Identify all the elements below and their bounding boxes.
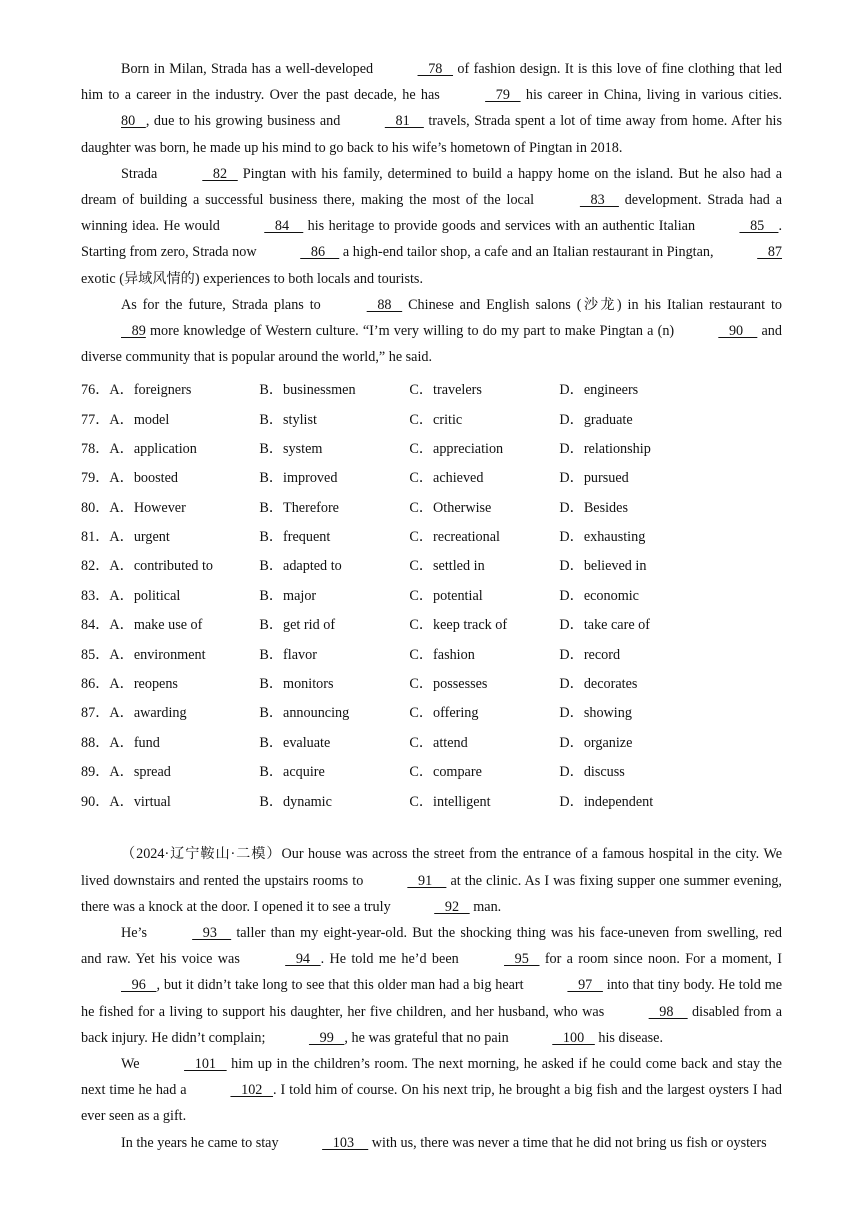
option-d[interactable]: D．graduate	[559, 411, 633, 428]
option-c[interactable]: C．settled in	[409, 558, 485, 575]
blank-84[interactable]: 84	[264, 218, 304, 235]
question-row	[81, 668, 782, 697]
question-row	[81, 404, 782, 433]
blank-96[interactable]: 96	[121, 977, 157, 994]
option-c[interactable]: C．possesses	[409, 676, 488, 693]
option-a[interactable]: A．reopens	[109, 676, 178, 693]
option-c[interactable]: C．appreciation	[409, 440, 504, 457]
option-b[interactable]: B．frequent	[259, 529, 331, 546]
question-row	[81, 521, 782, 550]
section-spacer	[81, 815, 782, 841]
blank-86[interactable]: 86	[300, 244, 340, 261]
blank-81[interactable]: 81	[384, 113, 424, 130]
blank-90[interactable]: 90	[718, 323, 758, 340]
option-b[interactable]: B．flavor	[259, 646, 317, 663]
option-a[interactable]: A．contributed to	[109, 558, 214, 575]
blank-87[interactable]: 87	[757, 244, 783, 261]
option-c[interactable]: C．fashion	[409, 646, 475, 663]
option-d[interactable]: D．discuss	[559, 764, 625, 781]
option-a[interactable]: A．urgent	[109, 529, 170, 546]
blank-101[interactable]: 101	[184, 1055, 227, 1072]
blank-89[interactable]: 89	[121, 323, 146, 340]
question-row	[81, 433, 782, 462]
question-number: 82．	[81, 558, 110, 575]
blank-80[interactable]: 80	[121, 113, 146, 130]
option-b[interactable]: B．improved	[259, 470, 338, 487]
question-number: 85．	[81, 646, 110, 663]
option-b[interactable]: B．adapted to	[259, 558, 342, 575]
option-b[interactable]: B．get rid of	[259, 617, 336, 634]
question-number: 86．	[81, 676, 110, 693]
question-number: 77．	[81, 411, 110, 428]
option-d[interactable]: D．record	[559, 646, 621, 663]
question-number: 90．	[81, 793, 110, 810]
option-d[interactable]: D．showing	[559, 705, 632, 722]
document-page	[81, 56, 782, 1156]
blank-78[interactable]: 78	[417, 61, 454, 77]
option-d[interactable]: D．take care of	[559, 617, 650, 634]
option-c[interactable]: C．compare	[409, 764, 482, 781]
option-c[interactable]: C．potential	[409, 587, 483, 604]
option-d[interactable]: D．independent	[559, 793, 654, 810]
question-number: 88．	[81, 734, 110, 751]
passage2-paragraph-4: In the years he came to stay 103 with us, there was never a time that he did not bring us fish or oysters	[81, 1130, 782, 1156]
option-a[interactable]: A．spread	[109, 764, 171, 781]
blank-88[interactable]: 88	[366, 296, 403, 313]
passage1-paragraph-3: As for the future, Strada plans to 88 Chinese and English salons (沙龙) in his Italian restaurant to 89 more knowledge of Western culture. “I’m very willing to do my part to make Pingtan a (n) 90 and diverse community that is popular around the world,” he said.	[81, 292, 782, 371]
option-c[interactable]: C．keep track of	[409, 617, 508, 634]
blank-82[interactable]: 82	[202, 165, 238, 182]
option-c[interactable]: C．Otherwise	[409, 499, 492, 516]
blank-91[interactable]: 91	[407, 872, 447, 889]
question-row	[81, 463, 782, 492]
question-row	[81, 639, 782, 668]
option-a[interactable]: A．application	[109, 440, 197, 457]
question-number: 84．	[81, 617, 110, 634]
option-c[interactable]: C．achieved	[409, 470, 484, 487]
blank-83[interactable]: 83	[579, 192, 619, 209]
blank-97[interactable]: 97	[567, 977, 603, 994]
option-d[interactable]: D．Besides	[559, 499, 628, 516]
option-b[interactable]: B．dynamic	[259, 793, 332, 810]
blank-93[interactable]: 93	[192, 924, 232, 941]
option-b[interactable]: B．monitors	[259, 676, 334, 693]
option-b[interactable]: B．Therefore	[259, 499, 339, 516]
question-row	[81, 727, 782, 756]
question-row	[81, 786, 782, 815]
option-d[interactable]: D．economic	[559, 587, 639, 604]
option-b[interactable]: B．system	[259, 440, 323, 457]
blank-99[interactable]: 99	[308, 1029, 345, 1046]
option-d[interactable]: D．organize	[559, 734, 633, 751]
question-row	[81, 551, 782, 580]
option-b[interactable]: B．evaluate	[259, 734, 331, 751]
question-row	[81, 374, 782, 403]
option-a[interactable]: A．foreigners	[109, 382, 192, 399]
blank-100[interactable]: 100	[552, 1029, 595, 1046]
question-list	[81, 374, 782, 815]
blank-102[interactable]: 102	[230, 1082, 274, 1099]
blank-95[interactable]: 95	[504, 951, 540, 968]
blank-92[interactable]: 92	[434, 898, 470, 915]
question-number: 89．	[81, 764, 110, 781]
passage2-paragraph-1: （2024·辽宁鞍山·二模）Our house was across the street from the entrance of a famous hospital in the city. We lived downstairs and rented the upstairs rooms to 91 at the clinic. As I was fixing supper one summer evening, there was a knock at the door. I opened it to see a truly 92 man.	[81, 841, 782, 920]
option-d[interactable]: D．believed in	[559, 558, 647, 575]
option-b[interactable]: B．announcing	[259, 705, 350, 722]
question-number: 76．	[81, 382, 110, 399]
option-c[interactable]: C．travelers	[409, 382, 482, 399]
option-c[interactable]: C．attend	[409, 734, 468, 751]
option-c[interactable]: C．intelligent	[409, 793, 491, 810]
option-b[interactable]: B．acquire	[259, 764, 325, 781]
option-c[interactable]: C．critic	[409, 411, 463, 428]
passage2-paragraph-2: He’s 93 taller than my eight-year-old. But the shocking thing was his face-uneven from swelling, red and raw. Yet his voice was 94 . He told me he’d been 95 for a room since noon. For a moment, I 96 , but it didn’t take long to see that this older man had a big heart 97 into that tiny body. He told me he fished for a living to support his daughter, her five children, and her husband, who was 98 disabled from a back injury. He didn’t complain; 99 , he was grateful that no pain 100 his disease.	[81, 920, 782, 1051]
option-a[interactable]: A．make use of	[109, 617, 203, 634]
option-d[interactable]: D．exhausting	[559, 529, 646, 546]
option-c[interactable]: C．offering	[409, 705, 479, 722]
option-a[interactable]: A．environment	[109, 646, 206, 663]
option-d[interactable]: D．relationship	[559, 440, 651, 457]
blank-98[interactable]: 98	[648, 1003, 688, 1020]
passage2-paragraph-3: We 101 him up in the children’s room. The next morning, he asked if he could come back and stay the next time he had a 102 . I told him of course. On his next trip, he brought a big fish and the largest oysters I had ever seen as a gift.	[81, 1051, 782, 1130]
question-row	[81, 492, 782, 521]
question-row	[81, 610, 782, 639]
option-a[interactable]: A．awarding	[109, 705, 187, 722]
blank-79[interactable]: 79	[485, 87, 521, 104]
option-a[interactable]: A．virtual	[109, 793, 171, 810]
option-b[interactable]: B．stylist	[259, 411, 317, 428]
question-number: 80．	[81, 499, 110, 516]
blank-94[interactable]: 94	[285, 951, 321, 968]
question-number: 78．	[81, 440, 110, 457]
option-d[interactable]: D．decorates	[559, 676, 638, 693]
question-row	[81, 757, 782, 786]
option-a[interactable]: A．fund	[109, 734, 160, 751]
option-d[interactable]: D．pursued	[559, 470, 629, 487]
option-b[interactable]: B．businessmen	[259, 382, 356, 399]
option-a[interactable]: A．model	[109, 411, 170, 428]
option-c[interactable]: C．recreational	[409, 529, 500, 546]
question-number: 83．	[81, 587, 110, 604]
option-b[interactable]: B．major	[259, 587, 317, 604]
option-a[interactable]: A．However	[109, 499, 186, 516]
question-number: 81．	[81, 529, 110, 546]
passage1-paragraph-2: Strada 82 Pingtan with his family, determined to build a happy home on the island. But he also had a dream of building a successful business there, making the most of the local 83 development. Strada had a winning idea. He would 84 his heritage to provide goods and services with an authentic Italian 85 . Starting from zero, Strada now 86 a high-end tailor shop, a cafe and an Italian restaurant in Pingtan, 87 exotic (异域风情的) experiences to both locals and tourists.	[81, 161, 782, 292]
question-number: 87．	[81, 705, 110, 722]
passage1-paragraph-1: Born in Milan, Strada has a well-developed 78 of fashion design. It is this love of fine clothing that led him to a career in the industry. Over the past decade, he has 79 his career in China, living in various cities. 80 , due to his growing business and 81 travels, Strada spent a lot of time away from home. After his daughter was born, he made up his mind to go back to his wife’s hometown of Pingtan in 2018.	[81, 56, 782, 161]
question-row	[81, 698, 782, 727]
blank-103[interactable]: 103	[322, 1134, 369, 1151]
option-a[interactable]: A．boosted	[109, 470, 178, 487]
question-number: 79．	[81, 470, 110, 487]
question-row	[81, 580, 782, 609]
option-a[interactable]: A．political	[109, 587, 181, 604]
blank-85[interactable]: 85	[739, 218, 779, 235]
option-d[interactable]: D．engineers	[559, 382, 639, 399]
